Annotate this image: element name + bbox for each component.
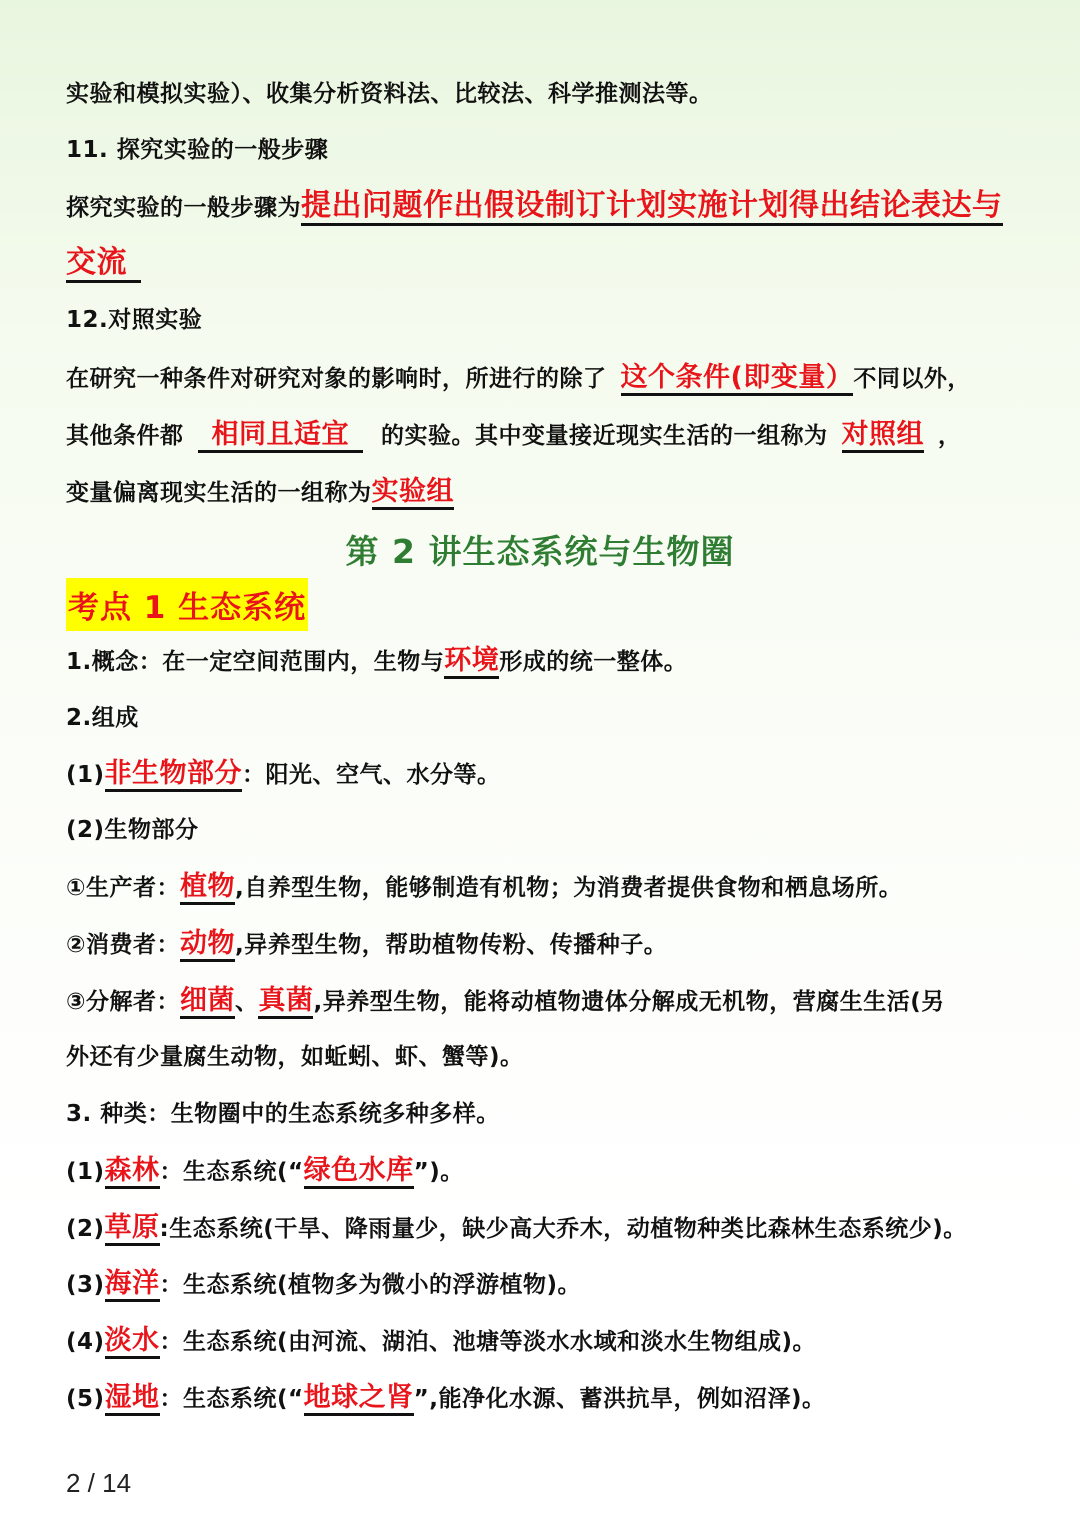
answer-blank: 植物 [180, 871, 235, 905]
paragraph-text: ：生态系统(“ [159, 1159, 304, 1185]
paragraph-text: ③分解者： [66, 989, 180, 1015]
paragraph-text: ：生态系统(由河流、湖泊、池塘等淡水水域和淡水生物组成)。 [159, 1329, 817, 1355]
lecture-title: 第 2 讲生态系统与生物圈 [345, 532, 735, 571]
paragraph-text: ， [938, 423, 962, 449]
paragraph-text: (2) [66, 1216, 105, 1242]
paragraph-text: 变量偏离现实生活的一组称为 [66, 480, 372, 506]
answer-blank: 真菌 [258, 985, 313, 1019]
text-line [66, 76, 1040, 112]
paragraph-text: ”)。 [413, 1159, 464, 1185]
paragraph-text: 形成的统一整体。 [499, 649, 688, 675]
answer-blank: 非生物部分 [105, 758, 243, 792]
text-line [66, 643, 1040, 680]
answer-blank: 实验组 [372, 476, 455, 510]
paragraph-text: 探究实验的一般步骤为 [66, 195, 301, 221]
paragraph-text: (1) [66, 1159, 105, 1185]
paragraph-text: ,自养型生物，能够制造有机物；为消费者提供食物和栖息场所。 [234, 875, 903, 901]
answer-blank: 湿地 [105, 1382, 160, 1416]
text-line [66, 360, 1040, 397]
text-line [66, 926, 1040, 963]
paragraph-text: ：生态系统(“ [159, 1386, 304, 1412]
paragraph-text: 1.概念：在一定空间范围内，生物与 [66, 649, 445, 675]
text-line [66, 1380, 1040, 1417]
section-heading-11 [66, 132, 1040, 168]
paragraph-text: 2.组成 [66, 705, 139, 731]
paragraph-text: 不同以外， [853, 366, 971, 392]
answer-blank: 细菌 [180, 985, 235, 1019]
text-line [66, 983, 1040, 1020]
paragraph-text: ”,能净化水源、蓄洪抗旱，例如沼泽)。 [413, 1386, 826, 1412]
text-line [66, 700, 1040, 736]
text-line [66, 474, 1040, 511]
answer-blank: 绿色水库 [304, 1155, 414, 1189]
answer-blank: 地球之肾 [304, 1382, 414, 1416]
paragraph-text: (5) [66, 1386, 105, 1412]
answer-blank: 环境 [444, 645, 499, 679]
text-line [66, 812, 1040, 848]
answer-blank: 草原 [105, 1212, 160, 1246]
text-line [66, 869, 1040, 906]
answer-blank: 对照组 [842, 419, 925, 453]
text-line [66, 188, 1040, 226]
heading-text: 11. 探究实验的一般步骤 [66, 137, 329, 163]
paragraph-text: (3) [66, 1272, 105, 1298]
paragraph-text: 的实验。其中变量接近现实生活的一组称为 [381, 423, 828, 449]
page-number: 2 / 14 [66, 1468, 132, 1498]
exam-point-heading: 考点 1 生态系统 [66, 578, 308, 631]
answer-blank: 淡水 [105, 1325, 160, 1359]
answer-blank: 海洋 [105, 1268, 160, 1302]
paragraph-text: ①生产者： [66, 875, 180, 901]
paragraph-text: 3. 种类：生物圈中的生态系统多种多样。 [66, 1101, 500, 1127]
paragraph-text: 外还有少量腐生动物，如蚯蚓、虾、蟹等)。 [66, 1044, 524, 1070]
paragraph-text: (1) [66, 762, 105, 788]
text-line [66, 245, 1040, 283]
paragraph-text: (2)生物部分 [66, 817, 199, 843]
text-line [66, 756, 1040, 793]
paragraph-text: ：生态系统(植物多为微小的浮游植物)。 [159, 1272, 582, 1298]
text-line [66, 1096, 1040, 1132]
answer-blank: 森林 [105, 1155, 160, 1189]
paragraph-text: (4) [66, 1329, 105, 1355]
text-line [66, 417, 1040, 454]
paragraph-text: ,异养型生物，能将动植物遗体分解成无机物，营腐生生活(另 [313, 989, 945, 1015]
answer-blank: 交流 [66, 245, 141, 283]
answer-blank: 动物 [180, 928, 235, 962]
text-line [66, 1210, 1040, 1247]
section-heading-12 [66, 302, 1040, 338]
heading-text: 12.对照实验 [66, 307, 203, 333]
answer-blank: 这个条件(即变量） [621, 362, 854, 396]
answer-blank: 提出问题作出假设制订计划实施计划得出结论表达与 [301, 188, 1003, 226]
paragraph-text: 、 [234, 989, 259, 1015]
text-line [66, 1039, 1040, 1075]
answer-blank: 相同且适宜 [198, 419, 364, 453]
paragraph-text: ②消费者： [66, 932, 180, 958]
paragraph-text: 其他条件都 [66, 423, 184, 449]
text-line [66, 1153, 1040, 1190]
paragraph-text: 在研究一种条件对研究对象的影响时，所进行的除了 [66, 366, 607, 392]
paragraph-text: 实验和模拟实验）、收集分析资料法、比较法、科学推测法等。 [66, 81, 713, 107]
paragraph-text: :生态系统(干旱、降雨量少，缺少高大乔木，动植物种类比森林生态系统少)。 [159, 1216, 967, 1242]
text-line [66, 1266, 1040, 1303]
paragraph-text: ：阳光、空气、水分等。 [242, 762, 501, 788]
text-line [66, 1323, 1040, 1360]
paragraph-text: ,异养型生物，帮助植物传粉、传播种子。 [234, 932, 668, 958]
